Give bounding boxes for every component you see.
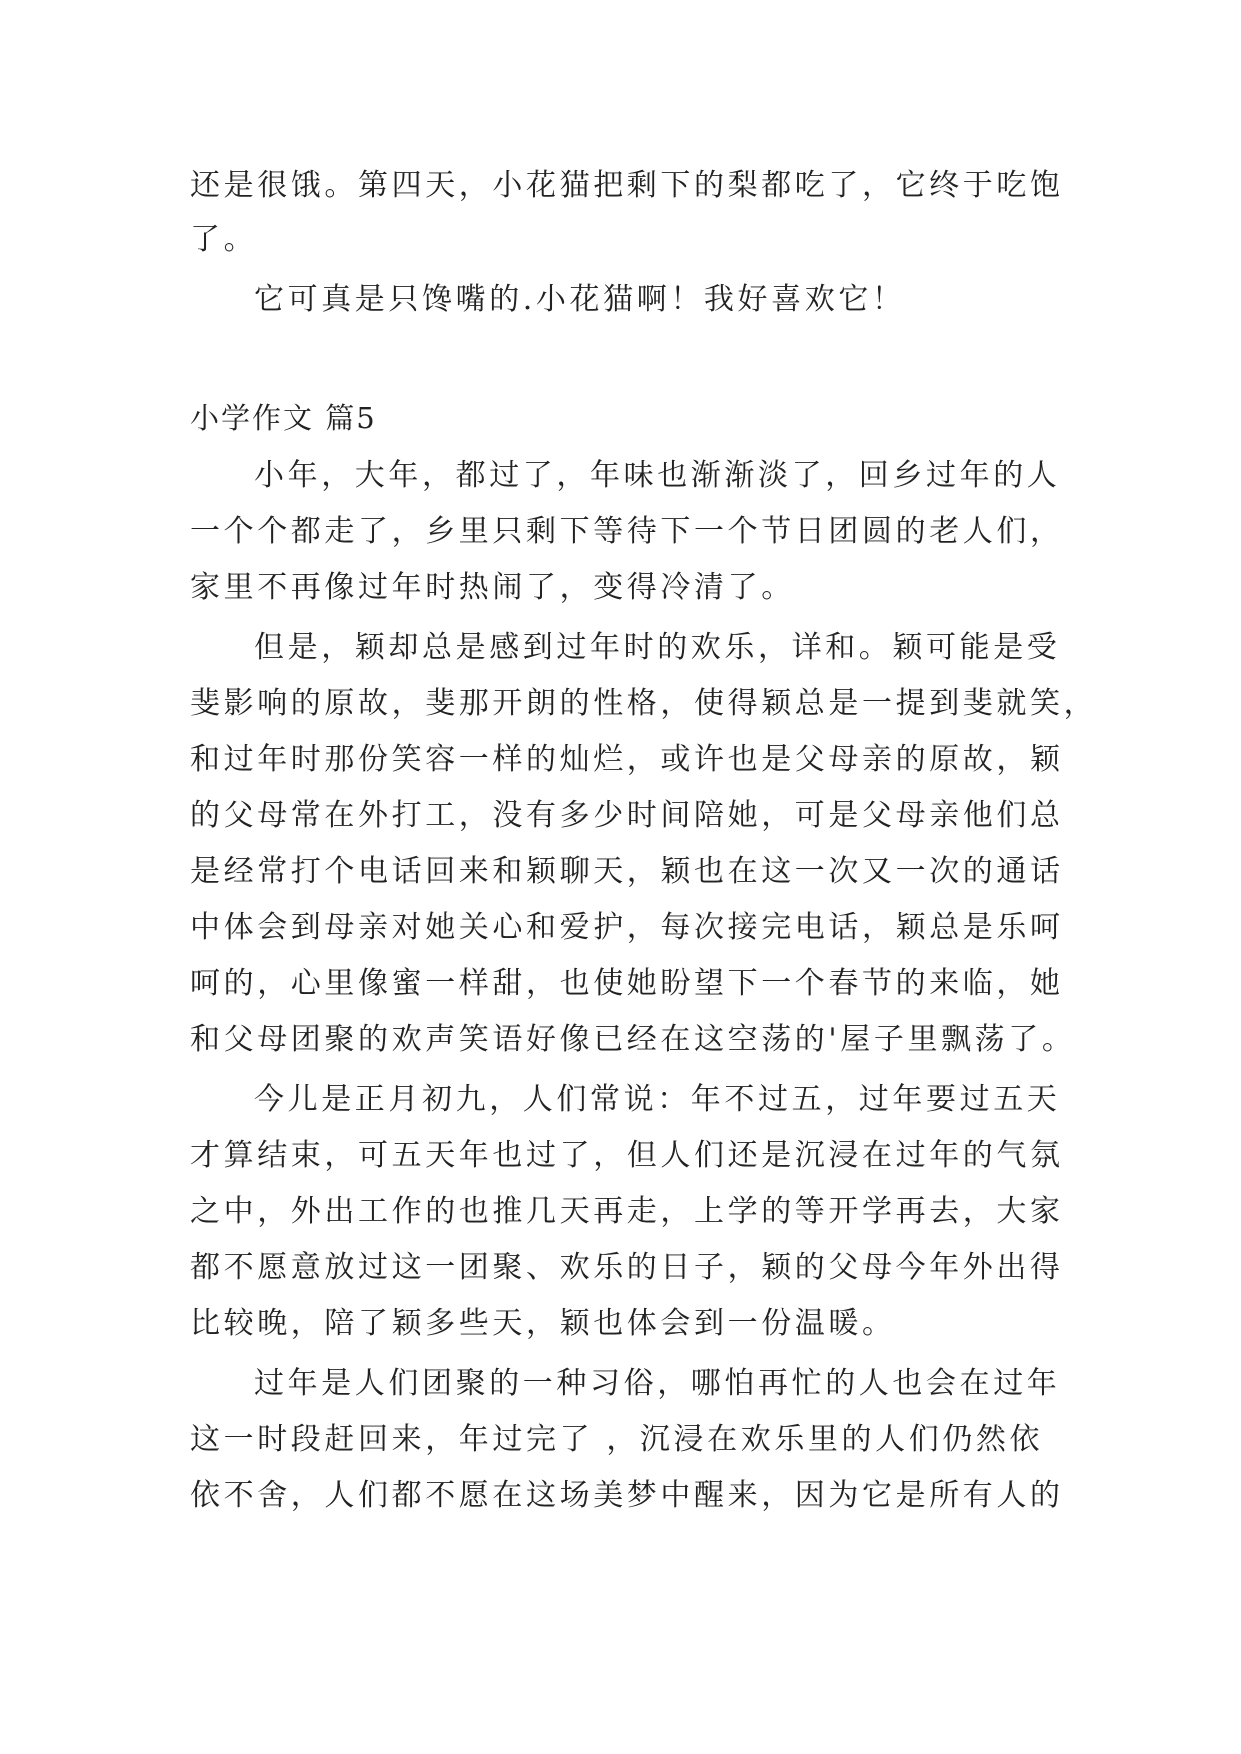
text-line: 中体会到母亲对她关心和爱护，每次接完电话，颖总是乐呵 bbox=[190, 910, 1064, 945]
text-line: 依不舍，人们都不愿在这场美梦中醒来，因为它是所有人的 bbox=[190, 1478, 1064, 1513]
text-line: 一个个都走了，乡里只剩下等待下一个节日团圆的老人们， bbox=[190, 514, 1064, 549]
text-line: 的父母常在外打工，没有多少时间陪她，可是父母亲他们总 bbox=[190, 798, 1064, 833]
text-line: 才算结束，可五天年也过了，但人们还是沉浸在过年的气氛 bbox=[190, 1138, 1064, 1173]
text-line: 和父母团聚的欢声笑语好像已经在这空荡的'屋子里飘荡了。 bbox=[190, 1022, 1076, 1057]
text-line: 和过年时那份笑容一样的灿烂，或许也是父母亲的原故，颖 bbox=[190, 742, 1064, 777]
text-line: 这一时段赶回来，年过完了 ，沉浸在欢乐里的人们仍然依 bbox=[190, 1422, 1044, 1457]
text-line: 了。 bbox=[190, 222, 258, 257]
text-line: 比较晚，陪了颖多些天，颖也体会到一份温暖。 bbox=[190, 1306, 896, 1341]
text-line: 都不愿意放过这一团聚、欢乐的日子，颖的父母今年外出得 bbox=[190, 1250, 1064, 1285]
text-line: 之中，外出工作的也推几天再走，上学的等开学再去，大家 bbox=[190, 1194, 1064, 1229]
paragraph-first-line: 它可真是只馋嘴的.小花猫啊！我好喜欢它！ bbox=[254, 282, 906, 317]
text-line: 斐影响的原故，斐那开朗的性格，使得颖总是一提到斐就笑， bbox=[190, 686, 1098, 721]
text-line: 还是很饿。第四天，小花猫把剩下的梨都吃了，它终于吃饱 bbox=[190, 168, 1064, 203]
text-line: 呵的，心里像蜜一样甜，也使她盼望下一个春节的来临，她 bbox=[190, 966, 1064, 1001]
paragraph-first-line: 小年，大年，都过了，年味也渐渐淡了，回乡过年的人 bbox=[254, 458, 1061, 493]
text-line: 家里不再像过年时热闹了，变得冷清了。 bbox=[190, 570, 795, 605]
text-line: 是经常打个电话回来和颖聊天，颖也在这一次又一次的通话 bbox=[190, 854, 1064, 889]
section-heading: 小学作文 篇5 bbox=[190, 401, 377, 435]
paragraph-first-line: 但是，颖却总是感到过年时的欢乐，详和。颖可能是受 bbox=[254, 630, 1061, 665]
paragraph-first-line: 今儿是正月初九，人们常说：年不过五，过年要过五天 bbox=[254, 1082, 1061, 1117]
paragraph-first-line: 过年是人们团聚的一种习俗，哪怕再忙的人也会在过年 bbox=[254, 1366, 1061, 1401]
